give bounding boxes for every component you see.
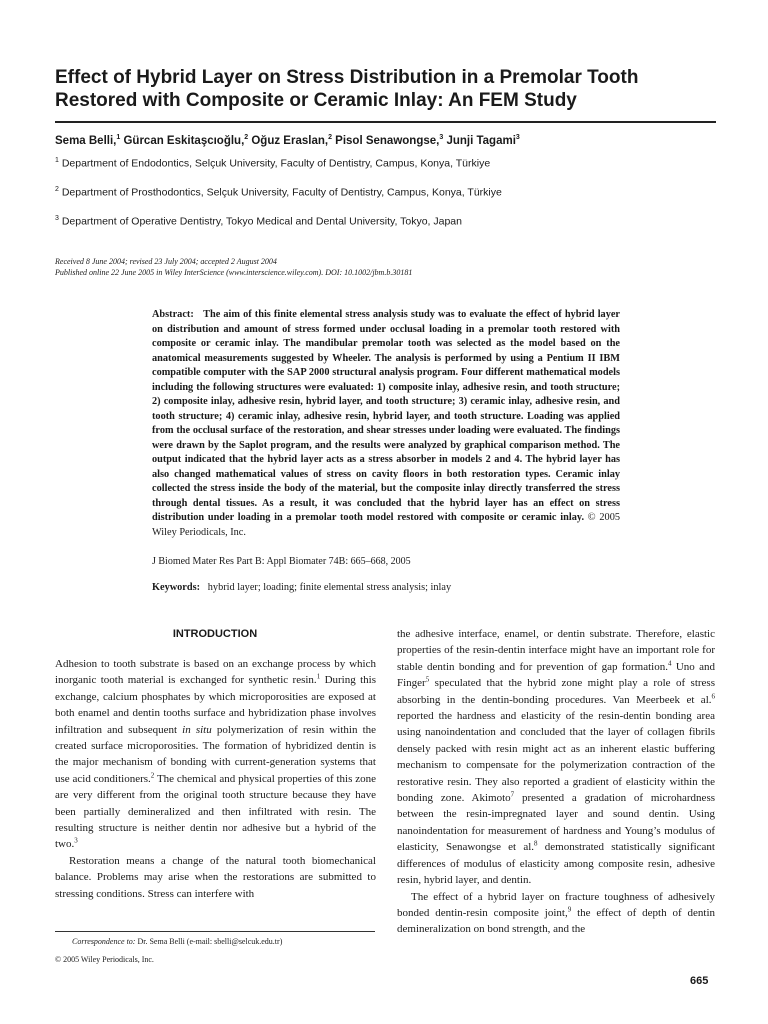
citation-ref: 2 bbox=[150, 771, 155, 780]
text-run: demonstrated statistically significant differences of modulus of elasticity among composite resin, adhesive resin, hybrid layer, and dentin. bbox=[397, 841, 715, 887]
author-affiliation-mark: 2 bbox=[328, 134, 332, 141]
citation-ref: 6 bbox=[711, 691, 715, 700]
keywords-label: Keywords: bbox=[152, 582, 201, 593]
affiliation-text: Department of Endodontics, Selçuk University, Faculty of Dentistry, Campus, Konya, Türkiye bbox=[58, 157, 491, 170]
right-column bbox=[397, 626, 715, 938]
text-run: The chemical and physical properties of this zone are very different from the original tooth structure because they have been partially demineralized and then infiltrated with resin. The resulting structure is neither dentin nor adhesive but a hybrid of the two. bbox=[55, 772, 376, 851]
author-name: Gürcan Eskitaşcıoğlu, bbox=[120, 134, 245, 147]
footnote-rule bbox=[55, 931, 375, 932]
paragraph: Restoration means a change of the natural tooth biomechanical balance. Problems may arise when the restorations are submitted to stressing conditions. Stress can interfere with bbox=[55, 854, 376, 900]
author-affiliation-mark: 2 bbox=[244, 134, 249, 141]
affiliation-text: Department of Operative Dentistry, Tokyo Medical and Dental University, Tokyo, Japan bbox=[58, 215, 462, 228]
correspondence-note bbox=[72, 937, 282, 946]
citation-ref: 7 bbox=[510, 790, 515, 799]
citation-ref: 4 bbox=[667, 659, 672, 668]
correspondence-label: Correspondence to: bbox=[72, 937, 136, 946]
keywords-text: hybrid layer; loading; finite elemental stress analysis; inlay bbox=[207, 582, 452, 593]
abstract-body: The aim of this finite elemental stress analysis study was to evaluate the effect of hybrid layer on distribution and amount of stress formed under occlusal loading in a premolar tooth restored with composite or ceramic inlay. The mandibular premolar tooth was selected as the model based on the anatomical measurements suggested by Wheeler. The analysis is performed by using a Pentium II IBM compatible computer with the SAP 2000 structural analysis program. Four different mathematical models including the following structures were evaluated: 1) composite inlay, adhesive resin, and tooth structure; 2) composite inlay, adhesive resin, hybrid layer, and tooth structure; 3) ceramic inlay, adhesive resin, and tooth structure; 4) ceramic inlay, adhesive resin, hybrid layer, and tooth structure. Loading was applied from the occlusal surface of the restoration, and shear stresses under loading were evaluated. The findings were drawn by the Saplot program, and the results were analyzed by graphical comparison method. The output indicated that the hybrid layer acts as a stress absorber in models 2 and 4. The hybrid layer has also changed mathematical values of stress on cavity floors in both restoration types. Ceramic inlay collected the stress inside the body of the material, but the composite inlay directly transferred the stress through dental tissues. As a result, it was concluded that the hybrid layer has an effect on stress distribution under loading in a premolar tooth model restored with composite or ceramic inlay. bbox=[152, 309, 620, 523]
citation-ref: 8 bbox=[534, 839, 538, 848]
author-list bbox=[55, 134, 520, 147]
text-run-italic: in situ bbox=[182, 723, 212, 736]
affiliation-3 bbox=[55, 215, 462, 228]
copyright-note: © 2005 Wiley Periodicals, Inc. bbox=[55, 955, 154, 964]
paragraph bbox=[55, 656, 376, 853]
text-run: During this exchange, calcium phosphates by which microporosities are exposed at both enamel and dentin tooths surface and hybridization phase involves infiltration and subsequent bbox=[55, 674, 377, 736]
text-run: polymerization of resin within the created surface microporosities. The formation of hybridized dentin is the major mechanism of bonding with current-generation systems that use acid conditioners. bbox=[55, 723, 377, 785]
author-affiliation-mark: 1 bbox=[116, 134, 121, 141]
text-run: speculated that the hybrid zone might play a role of stress absorbing in the dentin-bonding procedures. Van Meerbeek et al. bbox=[397, 677, 715, 706]
citation-ref: 5 bbox=[425, 675, 430, 684]
author-name: Oğuz Eraslan, bbox=[248, 134, 329, 147]
journal-citation: J Biomed Mater Res Part B: Appl Biomater 74B: 665–668, 2005 bbox=[152, 556, 411, 567]
paragraph bbox=[397, 889, 715, 938]
author-affiliation-mark: 3 bbox=[439, 134, 444, 141]
affiliation-number: 3 bbox=[55, 215, 59, 222]
text-run: Uno and Finger bbox=[397, 660, 716, 690]
article-title: Effect of Hybrid Layer on Stress Distribution in a Premolar Tooth Restored with Composite or Ceramic Inlay: An FEM Study bbox=[55, 67, 639, 111]
affiliation-number: 2 bbox=[55, 186, 59, 193]
abstract bbox=[152, 308, 620, 540]
affiliation-2 bbox=[55, 186, 502, 199]
text-run: Adhesion to tooth substrate is based on an exchange process by which inorganic tooth material is exchanged for synthetic resin. bbox=[55, 658, 376, 687]
keywords bbox=[152, 582, 451, 593]
author-name: Sema Belli, bbox=[55, 134, 117, 147]
paragraph bbox=[397, 626, 715, 889]
abstract-label: Abstract: bbox=[152, 309, 194, 320]
title-rule bbox=[55, 121, 716, 123]
section-heading-introduction: INTRODUCTION bbox=[172, 628, 258, 640]
text-run: presented a gradation of microhardness between the resin-impregnated layer and sound dentin. Using nanoindentation for measurement of hardness and Young’s modulus of elasticity, Senawongse et al. bbox=[397, 792, 716, 854]
author-affiliation-mark: 3 bbox=[515, 134, 520, 141]
left-column bbox=[55, 656, 376, 902]
author-name: Junji Tagami bbox=[443, 134, 516, 147]
citation-ref: 9 bbox=[567, 905, 572, 914]
received-line: Received 8 June 2004; revised 23 July 2004; accepted 2 August 2004 bbox=[55, 257, 277, 266]
text-run: the effect of depth of dentin demineralization on bond strength, and the bbox=[397, 906, 716, 936]
text-run: the adhesive interface, enamel, or dentin substrate. Therefore, elastic properties of the resin-dentin interface might have an important role for stable dentin bonding and for prevention of gap formation. bbox=[397, 628, 715, 673]
text-run: The effect of a hybrid layer on fracture toughness of adhesively bonded dentin-resin composite joint, bbox=[397, 890, 715, 919]
published-line: Published online 22 June 2005 in Wiley InterScience (www.interscience.wiley.com). DOI: 10.1002/jbm.b.30181 bbox=[55, 267, 413, 277]
received-dates bbox=[55, 257, 412, 278]
text-run: reported the hardness and elasticity of the resin-dentin bonding area using nanoindentation and concluded that the layer of collagen fibrils densely packed with resin might act as an inherent elastic buffering mechanism to compensate for the polymerization contraction of the restorative resin. They also reported a gradient of elasticity within the bonding zone. Akimoto bbox=[397, 710, 715, 805]
affiliation-text: Department of Prosthodontics, Selçuk University, Faculty of Dentistry, Campus, Konya, Türkiye bbox=[58, 186, 502, 199]
citation-ref: 1 bbox=[316, 672, 321, 681]
abstract-copyright: © 2005 Wiley Periodicals, Inc. bbox=[152, 512, 620, 538]
affiliation-number: 1 bbox=[55, 157, 59, 164]
author-name: Pisol Senawongse, bbox=[331, 134, 440, 147]
citation-ref: 3 bbox=[74, 836, 78, 845]
affiliation-1 bbox=[55, 157, 490, 170]
page-number: 665 bbox=[690, 975, 709, 987]
correspondence-text: Dr. Sema Belli (e-mail: sbelli@selcuk.edu.tr) bbox=[135, 937, 283, 946]
